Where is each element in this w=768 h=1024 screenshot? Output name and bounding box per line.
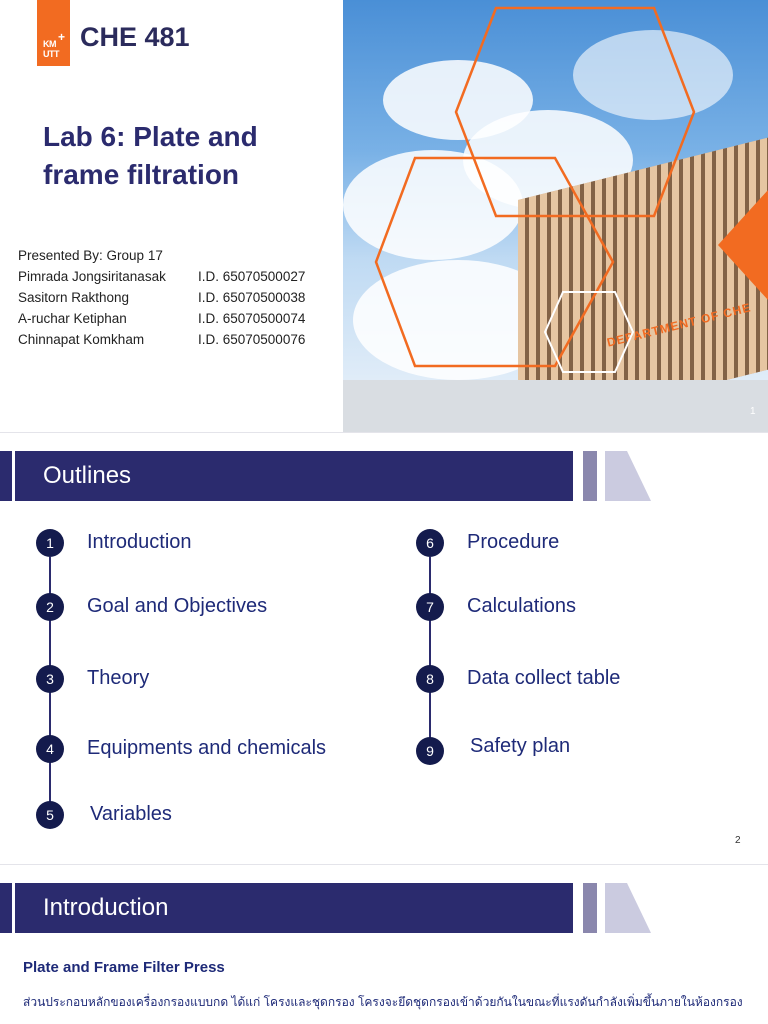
orange-accent-shape xyxy=(718,190,768,300)
course-code: CHE 481 xyxy=(80,22,190,52)
slide-heading: Introduction xyxy=(43,894,169,921)
header-deco-triangle xyxy=(627,883,651,933)
member-id: I.D. 65070500027 xyxy=(198,269,306,284)
outlines-slide xyxy=(0,432,768,864)
outline-item-theory: Theory xyxy=(87,667,150,689)
presented-by: Presented By: Group 17 xyxy=(18,248,163,263)
body-text: ส่วนประกอบหลักของเครื่องกรองแบบกด ได้แก่ โครงและชุดกรอง โครงจะยึดชุดกรองเข้าด้วยกันในขณะที่แรงดันกำลังเพิ่มขึ้นภายในห้องกรอง xyxy=(23,995,743,1009)
outline-item-procedure: Procedure xyxy=(467,531,560,553)
slide-heading: Outlines xyxy=(43,462,132,489)
logo-plus-icon: + xyxy=(58,30,66,44)
logo-text-bottom: UTT xyxy=(43,49,59,59)
outline-number: 6 xyxy=(416,529,444,557)
lab-title: Lab 6: Plate and frame filtration xyxy=(43,121,258,190)
outline-number: 9 xyxy=(416,737,444,765)
logo-text-top: KM xyxy=(43,39,56,49)
outline-item-safety-plan: Safety plan xyxy=(470,735,571,757)
header-deco-stripe xyxy=(583,883,597,933)
outline-item-calculations: Calculations xyxy=(467,595,576,617)
outline-number: 2 xyxy=(36,593,64,621)
header-left-accent xyxy=(0,451,12,501)
outline-number: 8 xyxy=(416,665,444,693)
member-row xyxy=(18,332,306,347)
member-id: I.D. 65070500076 xyxy=(198,332,306,347)
member-row xyxy=(18,290,306,305)
member-id: I.D. 65070500074 xyxy=(198,311,306,326)
member-row xyxy=(18,311,306,326)
member-row xyxy=(18,269,306,284)
introduction-slide xyxy=(0,864,768,1024)
outline-number: 5 xyxy=(36,801,64,829)
timeline-line-right xyxy=(429,557,431,747)
outline-number: 4 xyxy=(36,735,64,763)
outline-item-goals: Goal and Objectives xyxy=(87,595,268,617)
slide-number: 1 xyxy=(750,406,756,417)
section-subheading: Plate and Frame Filter Press xyxy=(23,959,225,976)
outline-item-introduction: Introduction xyxy=(87,531,192,553)
outline-number: 1 xyxy=(36,529,64,557)
header-deco-triangle xyxy=(627,451,651,501)
header-deco-stripe xyxy=(605,883,627,933)
outline-item-equipment: Equipments and chemicals xyxy=(87,737,327,759)
member-name: A-ruchar Ketiphan xyxy=(18,311,127,326)
member-name: Sasitorn Rakthong xyxy=(18,290,130,305)
department-sign: DEPARTMENT OF CHE xyxy=(605,300,753,350)
member-name: Pimrada Jongsiritanasak xyxy=(18,269,166,284)
header-left-accent xyxy=(0,883,12,933)
outline-item-data-table: Data collect table xyxy=(467,667,621,689)
kmutt-logo xyxy=(37,0,70,66)
hexagon-decoration xyxy=(343,0,768,432)
header-deco-stripe xyxy=(583,451,597,501)
outline-number: 7 xyxy=(416,593,444,621)
header-deco-stripe xyxy=(605,451,627,501)
outline-item-variables: Variables xyxy=(90,803,172,825)
outline-number: 3 xyxy=(36,665,64,693)
title-slide xyxy=(0,0,768,432)
member-name: Chinnapat Komkham xyxy=(18,332,145,347)
member-id: I.D. 65070500038 xyxy=(198,290,306,305)
slide-number: 2 xyxy=(735,835,741,846)
